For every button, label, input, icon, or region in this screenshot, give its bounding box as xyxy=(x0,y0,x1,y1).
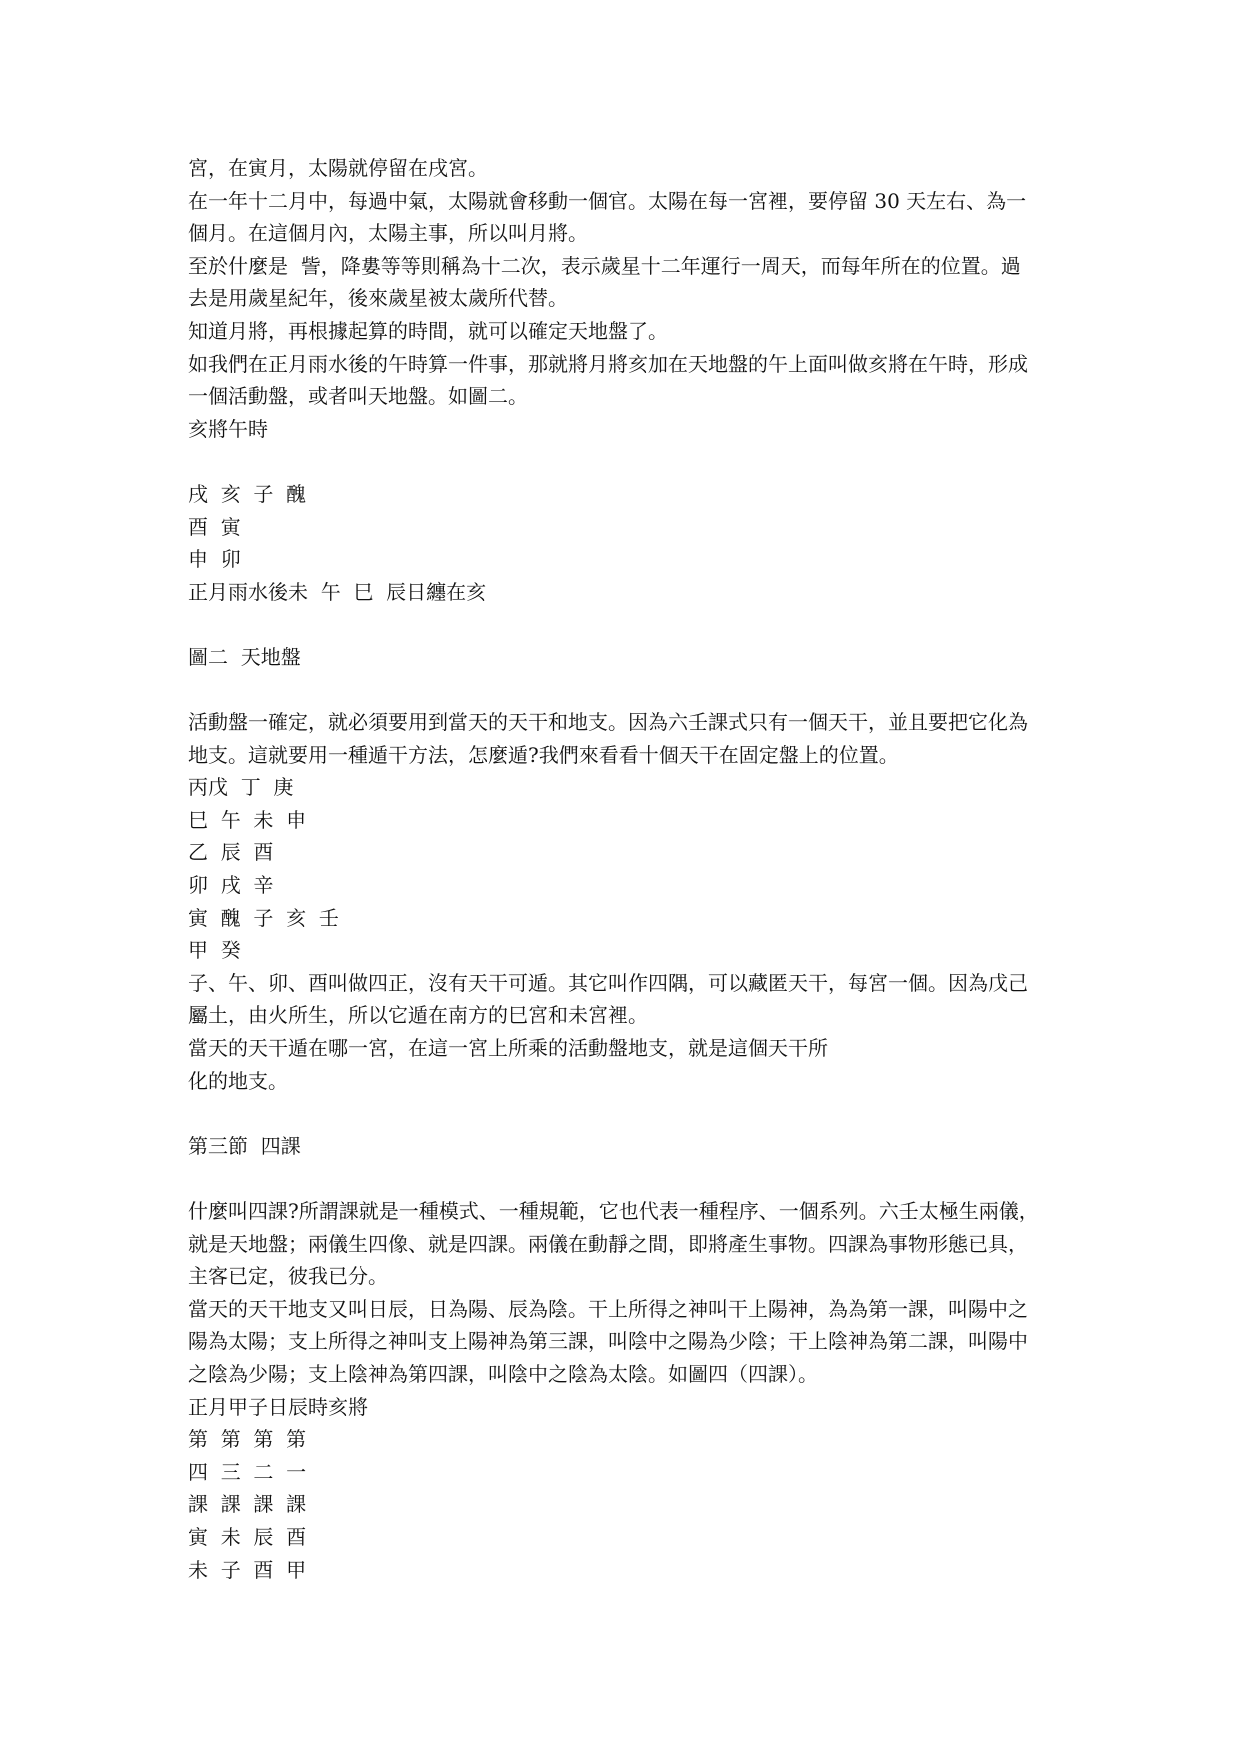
text-line: 酉 寅 xyxy=(188,514,241,539)
text-line: 正月甲子日辰時亥將 xyxy=(188,1394,368,1419)
text-line: 一個活動盤，或者叫天地盤。如圖二。 xyxy=(188,384,528,409)
text-line: 圖二 天地盤 xyxy=(188,644,301,669)
text-line: 亥將午時 xyxy=(188,416,268,441)
text-line: 戌 亥 子 醜 xyxy=(188,481,307,506)
text-line: 主客已定，彼我已分。 xyxy=(188,1264,388,1289)
text-line: 去是用歲星紀年，後來歲星被太歲所代替。 xyxy=(188,286,568,311)
text-line: 在一年十二月中，每過中氣，太陽就會移動一個官。太陽在每一宮裡，要停留 30 天左右、為一 xyxy=(188,188,1027,213)
text-line: 四 三 二 一 xyxy=(188,1459,307,1484)
text-line: 地支。這就要用一種遁干方法，怎麼遁?我們來看看十個天干在固定盤上的位置。 xyxy=(188,742,899,767)
blank-line xyxy=(188,608,1058,641)
text-line: 乙 辰 酉 xyxy=(188,840,274,865)
text-line: 巳 午 未 申 xyxy=(188,807,307,832)
text-line: 課 課 課 課 xyxy=(188,1492,307,1517)
text-line: 屬土，由火所生，所以它遁在南方的巳宮和未宮裡。 xyxy=(188,1003,648,1028)
blank-line xyxy=(188,1097,1058,1130)
text-line: 就是天地盤；兩儀生四像、就是四課。兩儀在動靜之間，即將產生事物。四課為事物形態已具， xyxy=(188,1231,1028,1256)
text-line: 如我們在正月雨水後的午時算一件事，那就將月將亥加在天地盤的午上面叫做亥將在午時，形成 xyxy=(188,351,1028,376)
text-line: 卯 戌 辛 xyxy=(188,873,274,898)
text-line: 丙戊 丁 庚 xyxy=(188,775,294,800)
text-line: 個月。在這個月內，太陽主事，所以叫月將。 xyxy=(188,221,588,246)
text-line: 之陰為少陽；支上陰神為第四課，叫陰中之陰為太陰。如圖四（四課）。 xyxy=(188,1361,818,1386)
text-line: 第 第 第 第 xyxy=(188,1427,307,1452)
document-body xyxy=(188,152,1058,1586)
text-line: 活動盤一確定，就必須要用到當天的天干和地支。因為六壬課式只有一個天干，並且要把它化為 xyxy=(188,710,1028,735)
text-line: 知道月將，再根據起算的時間，就可以確定天地盤了。 xyxy=(188,318,668,343)
blank-line xyxy=(188,445,1058,478)
blank-line xyxy=(188,674,1058,707)
text-line: 寅 未 辰 酉 xyxy=(188,1524,307,1549)
blank-line xyxy=(188,1162,1058,1195)
text-line: 子、午、卯、酉叫做四正，沒有天干可遁。其它叫作四隅，可以藏匿天干，每宮一個。因為戊己 xyxy=(188,970,1028,995)
text-line: 宮，在寅月，太陽就停留在戌宮。 xyxy=(188,156,488,180)
text-line: 申 卯 xyxy=(188,547,241,572)
text-line: 正月雨水後未 午 巳 辰日纏在亥 xyxy=(188,579,487,604)
text-line: 寅 醜 子 亥 壬 xyxy=(188,905,339,930)
text-line: 什麼叫四課?所謂課就是一種模式、一種規範，它也代表一種程序、一個系列。六壬太極生兩儀， xyxy=(188,1199,1039,1223)
text-line: 未 子 酉 甲 xyxy=(188,1557,307,1582)
text-line: 當天的天干遁在哪一宮，在這一宮上所乘的活動盤地支，就是這個天干所 xyxy=(188,1036,828,1061)
text-line: 當天的天干地支又叫日辰，日為陽、辰為陰。干上所得之神叫干上陽神，為為第一課，叫陽中之 xyxy=(188,1296,1028,1321)
text-line: 至於什麼是 訾，降婁等等則稱為十二次，表示歲星十二年運行一周天，而每年所在的位置。過 xyxy=(188,253,1021,278)
text-line: 化的地支。 xyxy=(188,1068,288,1093)
text-line: 第三節 四課 xyxy=(188,1133,301,1158)
text-line: 甲 癸 xyxy=(188,938,241,963)
text-line: 陽為太陽；支上所得之神叫支上陽神為第三課，叫陰中之陽為少陰；干上陰神為第二課，叫陽中 xyxy=(188,1329,1028,1354)
